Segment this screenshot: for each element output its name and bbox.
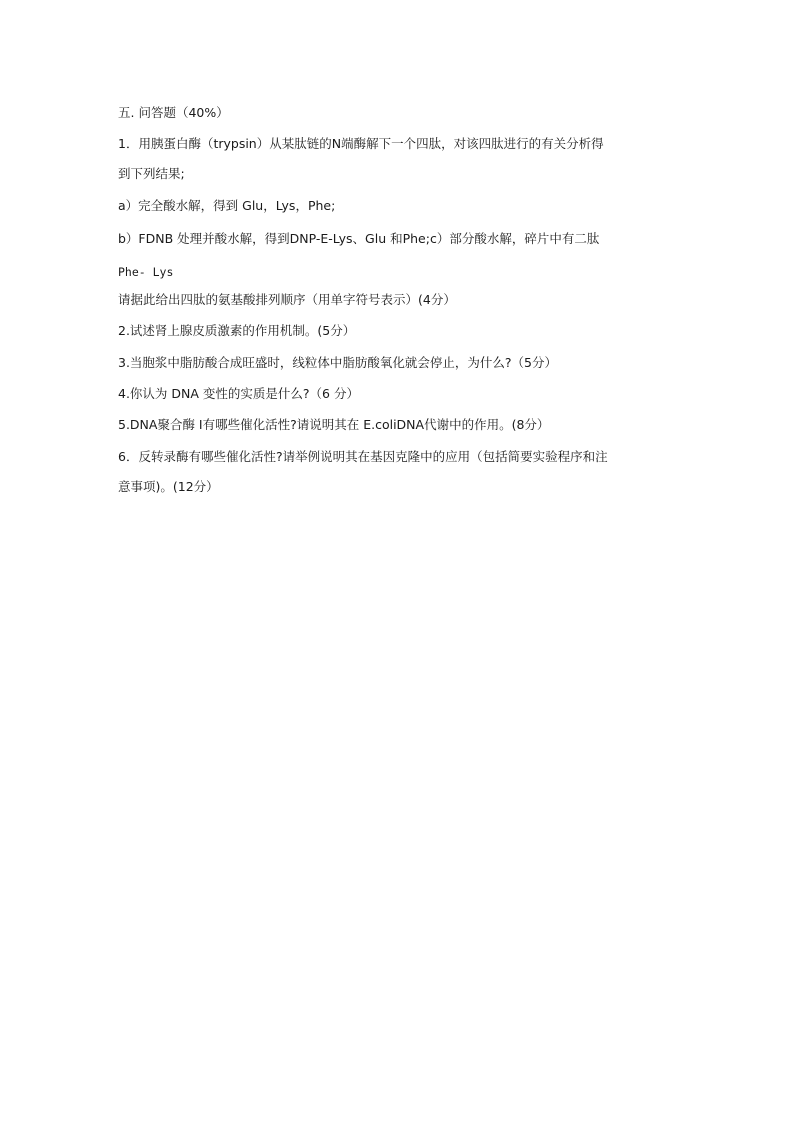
question-4: 4.你认为 DNA 变性的实质是什么?（6 分）	[118, 386, 359, 401]
question-6-line-1: 6．反转录酶有哪些催化活性?请举例说明其在基因克隆中的应用（包括简要实验程序和注	[118, 449, 608, 464]
section-title: 五. 问答题（40%）	[118, 105, 229, 120]
question-1-result-c: Phe- Lys	[118, 265, 174, 279]
question-1-result-a: a）完全酸水解，得到 Glu，Lys，Phe;	[118, 198, 336, 213]
question-1-line-2: 到下列结果;	[118, 166, 185, 181]
question-5: 5.DNA聚合酶 I有哪些催化活性?请说明其在 E.coliDNA代谢中的作用。(8分）	[118, 417, 550, 432]
question-1-line-1: 1．用胰蛋白酶（trypsin）从某肽链的N端酶解下一个四肽，对该四肽进行的有关分析得	[118, 136, 604, 151]
question-6-line-2: 意事项)。(12分）	[118, 479, 219, 494]
question-1-result-b: b）FDNB 处理并酸水解，得到DNP-E-Lys、Glu 和Phe;c）部分酸水解，碎片中有二肽	[118, 231, 600, 246]
question-3: 3.当胞浆中脂肪酸合成旺盛时，线粒体中脂肪酸氧化就会停止，为什么?（5分）	[118, 355, 558, 370]
question-2: 2.试述肾上腺皮质激素的作用机制。(5分）	[118, 323, 356, 338]
question-1-ask: 请据此给出四肽的氨基酸排列顺序（用单字符号表示）(4分）	[118, 292, 456, 307]
